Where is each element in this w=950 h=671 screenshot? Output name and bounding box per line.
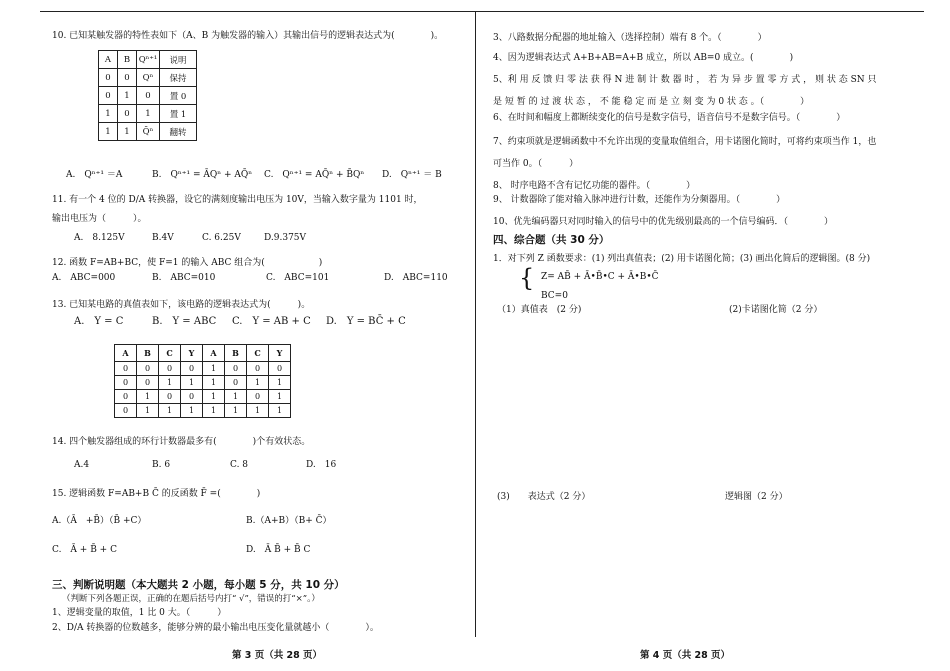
table-cell: 1	[159, 404, 181, 418]
table-cell: 0	[159, 390, 181, 404]
table-cell: 0	[247, 362, 269, 376]
q15-option-a: A.（Ā +B̄）（B̄ +C）	[52, 516, 147, 526]
footer-page-3: 第 3 页（共 28 页）	[232, 650, 323, 661]
judge-item-8: 8、 时序电路不含有记忆功能的器件。（ ）	[493, 181, 696, 191]
q10-option-b: B. Qⁿ⁺¹ = ĀQⁿ + AQ̄ⁿ	[152, 170, 253, 180]
judge-item-4: 4、因为逻辑表达式 A+B+AB=A+B 成立，所以 AB=0 成立。( )	[493, 53, 794, 63]
q10-option-d: D. Qⁿ⁺¹ ＝ B	[382, 170, 442, 180]
table-row	[99, 123, 197, 141]
table-cell: 1	[247, 376, 269, 390]
brace-symbol: {	[519, 264, 535, 292]
table-cell: 0	[99, 87, 118, 105]
table-cell: 1	[159, 376, 181, 390]
table-cell: 1	[203, 376, 225, 390]
section-4-title: 四、综合题（共 30 分）	[493, 234, 610, 246]
q14-option-d: D. 16	[306, 460, 337, 470]
q11-stem-cont: 输出电压为（ ）。	[52, 214, 147, 224]
q13-option-d: D. Y = BC̄ + C	[326, 316, 406, 327]
table-header-cell: B	[225, 345, 247, 362]
judge-item-1: 1、逻辑变量的取值，1 比 0 大。（ ）	[52, 608, 227, 618]
table-cell: 0	[118, 69, 137, 87]
q12-option-d: D. ABC=110	[384, 273, 448, 283]
table-header-cell: 说明	[160, 51, 197, 69]
q12-stem: 12. 函数 F=AB+BC，使 F=1 的输入 ABC 组合为( )	[52, 258, 323, 268]
table-cell: 0	[137, 362, 159, 376]
table-cell: 0	[181, 390, 203, 404]
table-cell: 1	[225, 404, 247, 418]
table-row	[99, 69, 197, 87]
table-cell: Q̄ⁿ	[137, 123, 160, 141]
q11-stem: 11. 有一个 4 位的 D/A 转换器，设它的满刻度输出电压为 10V，当输入数字量为 1101 时，	[52, 195, 423, 205]
q13-truth-table	[114, 344, 291, 418]
table-cell: 1	[99, 123, 118, 141]
q15-option-d: D. Ā B̄ + B̄ C	[246, 545, 311, 555]
table-header-row	[115, 345, 291, 362]
table-cell: 1	[99, 105, 118, 123]
q14-stem: 14. 四个触发器组成的环行计数器最多有( )个有效状态。	[52, 437, 311, 447]
table-cell: 保持	[160, 69, 197, 87]
table-cell: 1	[181, 376, 203, 390]
q15-option-c: C. Ā + B̄ + C	[52, 545, 117, 555]
q11-option-c: C. 6.25V	[202, 233, 241, 243]
table-cell: 0	[115, 376, 137, 390]
q12-option-c: C. ABC=101	[266, 273, 330, 283]
table-cell: 1	[225, 390, 247, 404]
section-3-note: （判断下列各题正误，正确的在题后括号内打“ √”，错误的打“×”。）	[62, 594, 320, 604]
table-cell: 1	[269, 404, 291, 418]
table-cell: 置 1	[160, 105, 197, 123]
judge-item-9: 9、 计数器除了能对输入脉冲进行计数，还能作为分频器用。（ ）	[493, 195, 786, 205]
table-header-cell: A	[115, 345, 137, 362]
synthesis-q1-stem: 1．对下列 Z 函数要求：(1) 列出真值表；(2) 用卡诺图化简；(3) 画出化简后的逻辑图。(8 分)	[493, 254, 871, 264]
table-row	[115, 404, 291, 418]
table-header-cell: B	[118, 51, 137, 69]
table-cell: 1	[269, 390, 291, 404]
sub-expression: (3) 表达式（2 分）	[497, 492, 591, 502]
q12-option-b: B. ABC=010	[152, 273, 216, 283]
table-cell: 0	[99, 69, 118, 87]
table-cell: 1	[137, 105, 160, 123]
table-header-cell: Y	[269, 345, 291, 362]
q13-option-a: A. Y = C	[74, 316, 124, 327]
table-cell: 0	[269, 362, 291, 376]
table-header-cell: Qⁿ⁺¹	[137, 51, 160, 69]
table-cell: 置 0	[160, 87, 197, 105]
q10-option-c: C. Qⁿ⁺¹ = AQ̄ⁿ + B̄Qⁿ	[264, 170, 365, 180]
judge-item-6: 6、在时间和幅度上都断续变化的信号是数字信号，语音信号不是数字信号。（ ）	[493, 113, 846, 123]
judge-item-2: 2、D/A 转换器的位数越多，能够分辨的最小输出电压变化量就越小（ ）。	[52, 623, 379, 633]
table-row	[99, 87, 197, 105]
q14-option-a: A.4	[74, 460, 90, 470]
judge-item-7-cont: 可当作 0。（ ）	[493, 159, 579, 169]
table-cell: 1	[247, 404, 269, 418]
table-cell: 0	[225, 376, 247, 390]
q15-option-b: B.（A+B）（B+ C̄）	[246, 516, 332, 526]
table-row	[115, 376, 291, 390]
table-cell: 翻转	[160, 123, 197, 141]
q14-option-c: C. 8	[230, 460, 249, 470]
table-cell: Qⁿ	[137, 69, 160, 87]
table-cell: 1	[137, 404, 159, 418]
sub-logic-diagram: 逻辑图（2 分）	[725, 492, 788, 502]
table-cell: 1	[118, 123, 137, 141]
table-cell: 1	[203, 390, 225, 404]
q13-option-b: B. Y = ABC	[152, 316, 217, 327]
table-header-cell: C	[247, 345, 269, 362]
q11-option-a: A. 8.125V	[74, 233, 125, 243]
q10-option-a: A. Qⁿ⁺¹ ＝A	[66, 170, 123, 180]
judge-item-3: 3、八路数据分配器的地址输入（选择控制）端有 8 个。（ ）	[493, 33, 767, 43]
judge-item-7: 7、约束项就是逻辑函数中不允许出现的变量取值组合，用卡诺图化简时，可将约束项当作 1，也	[493, 137, 877, 147]
judge-item-5: 5、利 用 反 馈 归 零 法 获 得 N 进 制 计 数 器 时 ， 若 为 异 步 置 零 方 式 ， 则 状 态 SN 只	[493, 75, 877, 85]
judge-item-10: 10、优先编码器只对同时输入的信号中的优先级别最高的一个信号编码．（ ）	[493, 217, 833, 227]
table-cell: 0	[115, 362, 137, 376]
judge-item-5-cont: 是 短 暂 的 过 渡 状 态 ， 不 能 稳 定 而 是 立 刻 变 为 0 状 态 。（ ）	[493, 97, 810, 107]
synthesis-expr: Z= AB̄ + Ā•B̄•C + Ā•B•C̄	[541, 272, 659, 282]
q12-option-a: A. ABC=000	[52, 273, 116, 283]
table-cell: 0	[115, 390, 137, 404]
q10-feature-table	[98, 50, 197, 141]
q11-option-b: B.4V	[152, 233, 174, 243]
table-cell: 0	[115, 404, 137, 418]
top-rule	[40, 11, 924, 12]
sub-karnaugh: (2)卡诺图化简（2 分）	[729, 305, 823, 315]
table-row	[115, 390, 291, 404]
table-cell: 1	[203, 362, 225, 376]
table-header-cell: B	[137, 345, 159, 362]
q13-stem: 13. 已知某电路的真值表如下，该电路的逻辑表达式为( )。	[52, 300, 311, 310]
table-header-cell: Y	[181, 345, 203, 362]
table-header-row	[99, 51, 197, 69]
footer-page-4: 第 4 页（共 28 页）	[640, 650, 731, 661]
table-header-cell: C	[159, 345, 181, 362]
table-cell: 0	[181, 362, 203, 376]
table-cell: 1	[269, 376, 291, 390]
table-row	[115, 362, 291, 376]
table-header-cell: A	[99, 51, 118, 69]
table-cell: 1	[181, 404, 203, 418]
table-cell: 1	[203, 404, 225, 418]
sub-truth-table: （1）真值表 (2 分)	[497, 305, 582, 315]
table-row	[99, 105, 197, 123]
table-cell: 1	[118, 87, 137, 105]
page-divider	[475, 12, 476, 637]
section-3-title: 三、判断说明题（本大题共 2 小题，每小题 5 分，共 10 分）	[52, 579, 345, 591]
q15-stem: 15. 逻辑函数 F=AB+B C̄ 的反函数 F̄ =( )	[52, 489, 261, 499]
table-cell: 0	[225, 362, 247, 376]
q10-stem: 10. 已知某触发器的特性表如下（A、B 为触发器的输入）其输出信号的逻辑表达式为( )。	[52, 31, 444, 41]
table-cell: 0	[247, 390, 269, 404]
table-header-cell: A	[203, 345, 225, 362]
synthesis-constraint: BC=0	[541, 291, 568, 301]
table-cell: 0	[118, 105, 137, 123]
table-cell: 0	[137, 87, 160, 105]
table-cell: 0	[159, 362, 181, 376]
table-cell: 0	[137, 376, 159, 390]
q13-option-c: C. Y = AB + C	[232, 316, 311, 327]
q11-option-d: D.9.375V	[264, 233, 307, 243]
q14-option-b: B. 6	[152, 460, 171, 470]
table-cell: 1	[137, 390, 159, 404]
